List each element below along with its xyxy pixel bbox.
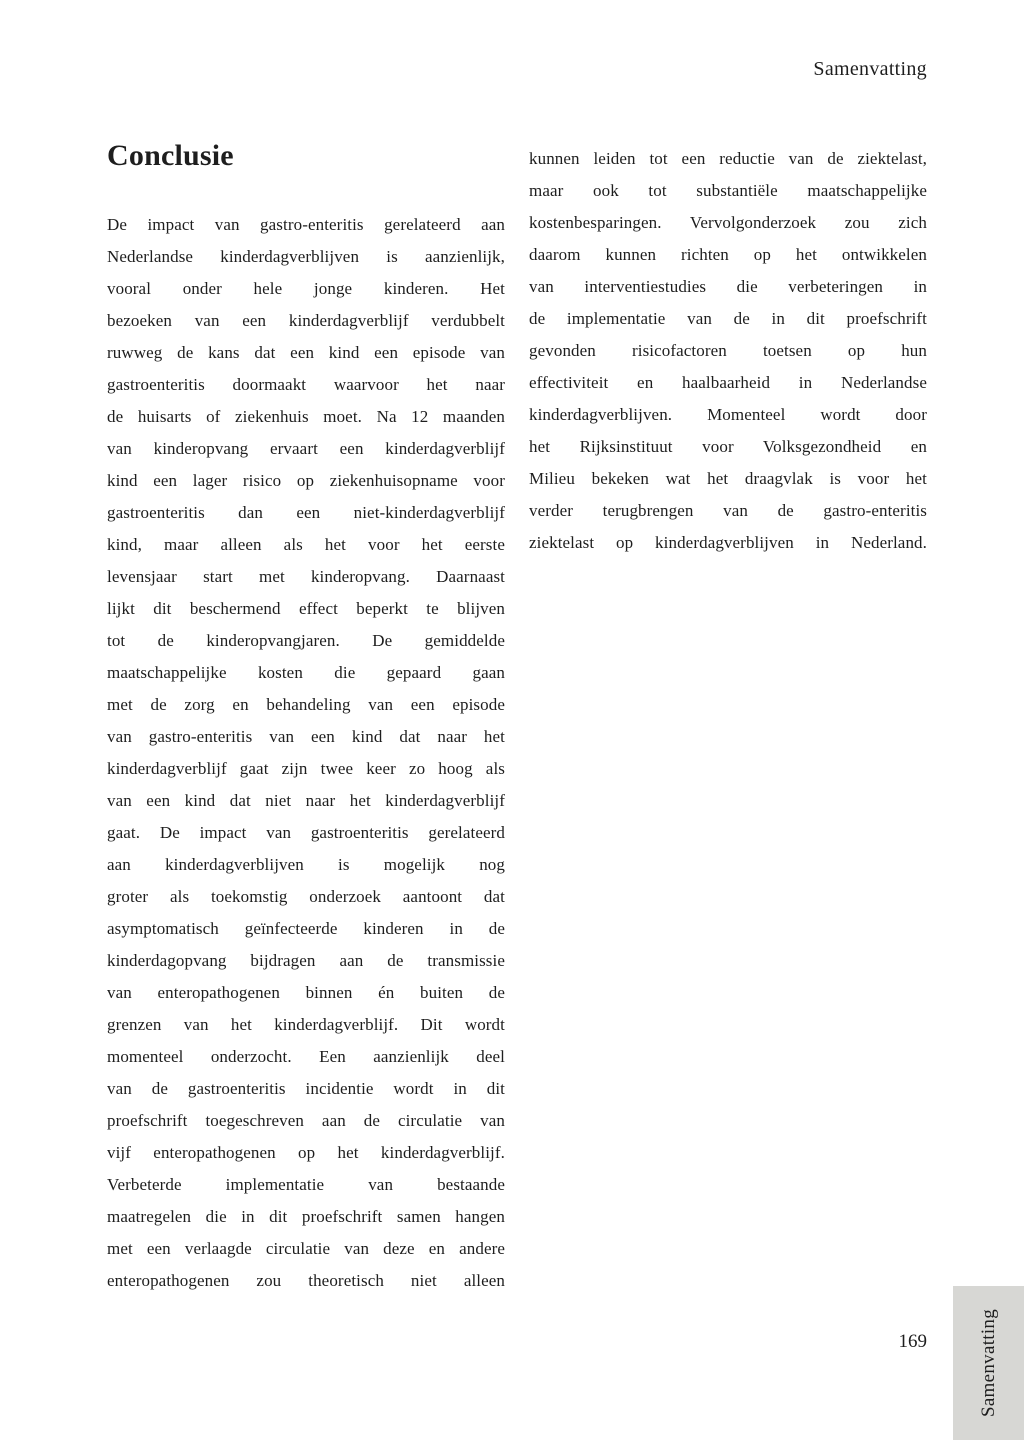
text-line: gaat. De impact van gastroenteritis gerelateerd xyxy=(107,823,505,842)
text-line: de huisarts of ziekenhuis moet. Na 12 maanden xyxy=(107,407,505,426)
text-line: van gastro-enteritis van een kind dat naar het xyxy=(107,727,505,746)
text-line: de implementatie van de in dit proefschrift xyxy=(529,309,927,328)
text-line: bezoeken van een kinderdagverblijf verdubbelt xyxy=(107,311,505,330)
text-line: asymptomatisch geïnfecteerde kinderen in de xyxy=(107,919,505,938)
text-line: ruwweg de kans dat een kind een episode van xyxy=(107,343,505,362)
text-line: van een kind dat niet naar het kinderdagverblijf xyxy=(107,791,505,810)
text-line: kind, maar alleen als het voor het eerste xyxy=(107,535,505,554)
section-title: Conclusie xyxy=(107,139,234,172)
text-line: maatschappelijke kosten die gepaard gaan xyxy=(107,663,505,682)
text-line: kunnen leiden tot een reductie van de ziektelast, xyxy=(529,149,927,168)
text-line: maatregelen die in dit proefschrift samen hangen xyxy=(107,1207,505,1226)
text-line: tot de kinderopvangjaren. De gemiddelde xyxy=(107,631,505,650)
chapter-thumb-tab xyxy=(953,1286,1024,1440)
text-line: grenzen van het kinderdagverblijf. Dit wordt xyxy=(107,1015,505,1034)
text-line: kinderdagverblijven. Momenteel wordt door xyxy=(529,405,927,424)
text-line: kostenbesparingen. Vervolgonderzoek zou zich xyxy=(529,213,927,232)
text-line: van enteropathogenen binnen én buiten de xyxy=(107,983,505,1002)
page-number: 169 xyxy=(898,1331,927,1352)
text-line: groter als toekomstig onderzoek aantoont dat xyxy=(107,887,505,906)
text-line: daarom kunnen richten op het ontwikkelen xyxy=(529,245,927,264)
text-line: aan kinderdagverblijven is mogelijk nog xyxy=(107,855,505,874)
text-line: lijkt dit beschermend effect beperkt te blijven xyxy=(107,599,505,618)
text-line: het Rijksinstituut voor Volksgezondheid en xyxy=(529,437,927,456)
right-text-column xyxy=(529,143,927,559)
text-line: met de zorg en behandeling van een episode xyxy=(107,695,505,714)
text-line: maar ook tot substantiële maatschappelijke xyxy=(529,181,927,200)
text-line: proefschrift toegeschreven aan de circulatie van xyxy=(107,1111,505,1130)
text-line: enteropathogenen zou theoretisch niet alleen xyxy=(107,1271,505,1290)
text-line: vijf enteropathogenen op het kinderdagverblijf. xyxy=(107,1143,505,1162)
text-line: De impact van gastro-enteritis gerelateerd aan xyxy=(107,215,505,234)
text-line: Verbeterde implementatie van bestaande xyxy=(107,1175,505,1194)
text-line: met een verlaagde circulatie van deze en andere xyxy=(107,1239,505,1258)
text-line: kinderdagverblijf gaat zijn twee keer zo hoog als xyxy=(107,759,505,778)
text-line: kind een lager risico op ziekenhuisopname voor xyxy=(107,471,505,490)
text-line: kinderdagopvang bijdragen aan de transmissie xyxy=(107,951,505,970)
running-header: Samenvatting xyxy=(813,58,927,80)
chapter-thumb-tab-label: Samenvatting xyxy=(977,1308,999,1418)
left-text-column xyxy=(107,209,505,1297)
text-line: gastroenteritis dan een niet-kinderdagverblijf xyxy=(107,503,505,522)
text-line: ziektelast op kinderdagverblijven in Nederland. xyxy=(529,533,927,552)
text-line: levensjaar start met kinderopvang. Daarnaast xyxy=(107,567,505,586)
text-line: van interventiestudies die verbeteringen in xyxy=(529,277,927,296)
text-line: verder terugbrengen van de gastro-enteritis xyxy=(529,501,927,520)
text-line: gastroenteritis doormaakt waarvoor het naar xyxy=(107,375,505,394)
text-line: momenteel onderzocht. Een aanzienlijk deel xyxy=(107,1047,505,1066)
text-line: vooral onder hele jonge kinderen. Het xyxy=(107,279,505,298)
text-line: gevonden risicofactoren toetsen op hun xyxy=(529,341,927,360)
text-line: effectiviteit en haalbaarheid in Nederlandse xyxy=(529,373,927,392)
text-line: van de gastroenteritis incidentie wordt in dit xyxy=(107,1079,505,1098)
text-line: Nederlandse kinderdagverblijven is aanzienlijk, xyxy=(107,247,505,266)
text-line: van kinderopvang ervaart een kinderdagverblijf xyxy=(107,439,505,458)
text-line: Milieu bekeken wat het draagvlak is voor het xyxy=(529,469,927,488)
